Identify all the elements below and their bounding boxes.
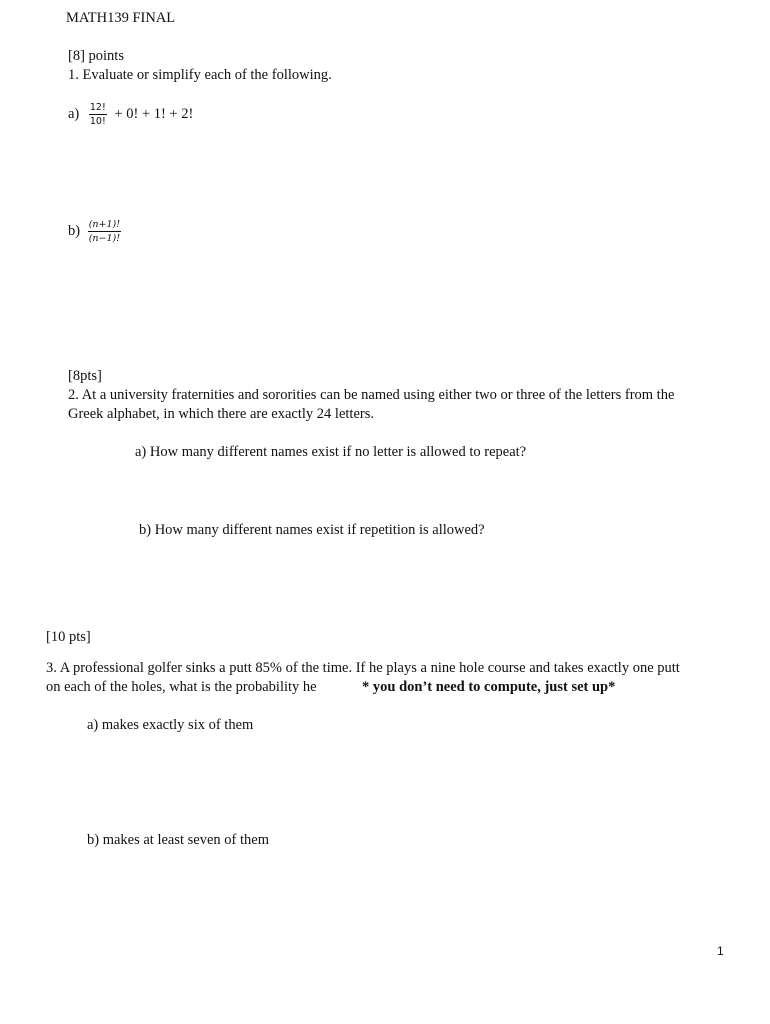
- q3-text-line2: on each of the holes, what is the probability he: [46, 679, 317, 695]
- q3b-question: b) makes at least seven of them: [87, 832, 269, 848]
- q3-note: * you don’t need to compute, just set up*: [362, 679, 616, 695]
- q1a-expression: [68, 102, 193, 127]
- q3-points: [10 pts]: [46, 629, 91, 645]
- q1-points: [8] points: [68, 48, 124, 64]
- q1a-fraction: [89, 102, 107, 127]
- q2a-question: a) How many different names exist if no letter is allowed to repeat?: [135, 444, 527, 460]
- q2-text-line2: Greek alphabet, in which there are exactly 24 letters.: [68, 406, 374, 422]
- q1a-fraction-denominator: 10!: [89, 116, 106, 127]
- q2b-question: b) How many different names exist if repetition is allowed?: [139, 522, 485, 538]
- q1-prompt: 1. Evaluate or simplify each of the following.: [68, 67, 332, 83]
- q1a-label: a): [68, 105, 80, 122]
- q1b-fraction: [88, 219, 121, 244]
- q1a-fraction-numerator: 12!: [89, 102, 106, 113]
- page-number: 1: [717, 944, 724, 958]
- q1b-label: b): [68, 222, 81, 239]
- q2-text-line1: 2. At a university fraternities and sororities can be named using either two or three of the letters from the: [68, 387, 675, 403]
- page-title: MATH139 FINAL: [66, 10, 176, 26]
- q1b-expression: [68, 219, 121, 244]
- q3-text-line1: 3. A professional golfer sinks a putt 85% of the time. If he plays a nine hole course and takes exactly one putt: [46, 660, 680, 676]
- q1a-rest: + 0! + 1! + 2!: [114, 105, 194, 122]
- q2-points: [8pts]: [68, 368, 102, 384]
- q3a-question: a) makes exactly six of them: [87, 717, 254, 733]
- q1b-fraction-denominator: (n−1)!: [88, 233, 121, 244]
- q1b-fraction-numerator: (n+1)!: [88, 219, 121, 230]
